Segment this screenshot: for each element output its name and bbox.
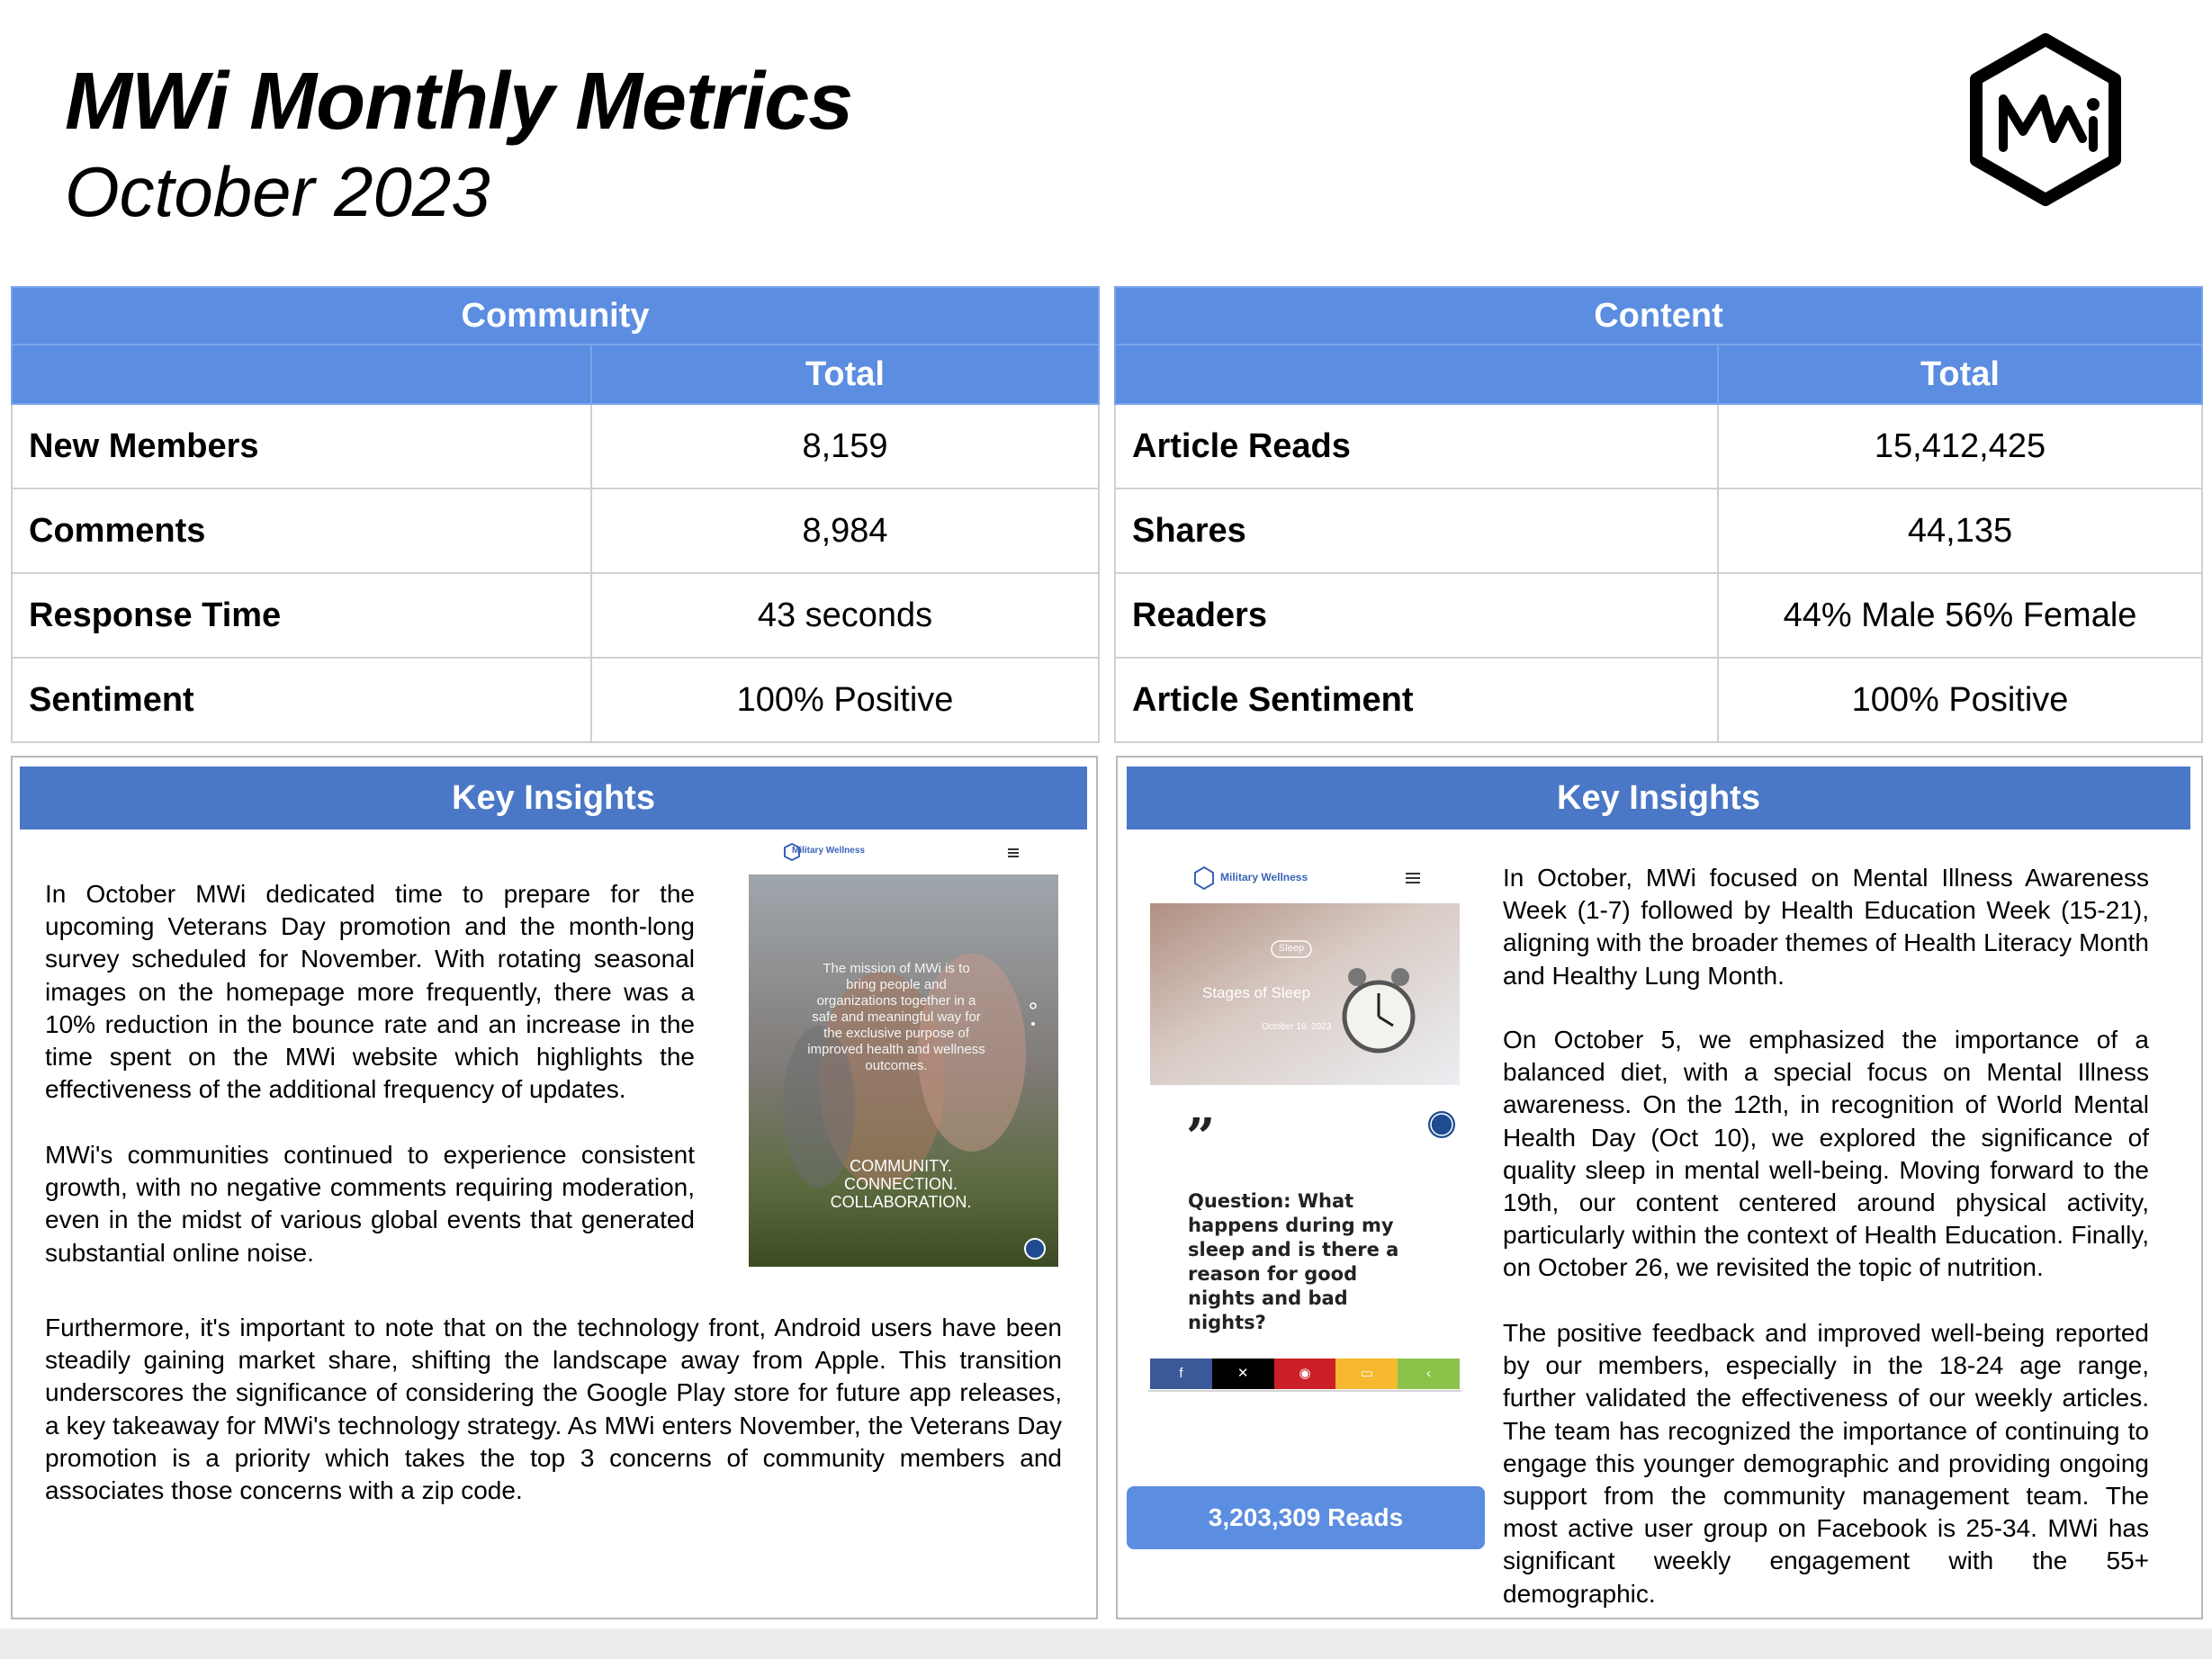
x-icon[interactable]: ✕ — [1212, 1359, 1274, 1389]
table-row — [1115, 404, 2202, 489]
page-bottom-strip — [0, 1628, 2212, 1659]
row-value: 8,984 — [591, 489, 1099, 573]
left-insights-para-3: Furthermore, it's important to note that on the technology front, Android users have been steadily gaining market share, shifting the landscape away from Apple. This transition underscores the significance of considering the Google Play store for future app releases, a key takeaway for MWi's technology strategy. As MWi enters November, the Veterans Day promotion is a priority which takes the top 3 concerns of community members and associates those concerns with a zip code. — [45, 1314, 1062, 1505]
row-label: Article Sentiment — [1115, 658, 1718, 742]
left-insights-para-2: MWi's communities continued to experience consistent growth, with no negative comments requiring moderation, even in the midst of various global events that generated substantial online noise. — [45, 1141, 695, 1267]
phone-mission-text: The mission of MWi is to bring people and organizations together in a safe and meaningful way for the exclusive purpose of improved health and wellness outcomes. — [807, 961, 985, 1073]
facebook-icon[interactable]: f — [1150, 1359, 1212, 1389]
content-title: Content — [1115, 287, 2202, 345]
share-icon[interactable]: ‹ — [1398, 1359, 1460, 1389]
phone-article-tag: Sleep — [1278, 943, 1305, 954]
website-screenshot — [747, 837, 1060, 1267]
right-insights-para-2: On October 5, we emphasized the importance of a balanced diet, with a special focus on Mental Illness awareness. On the 12th, in recognition of World Mental Health Day (Oct 10), we explored the significance of quality sleep in mental well-being. Moving forward to the 19th, our content centered around physical activity, particularly within the context of Health Education. Finally, on October 26, we revisited the topic of nutrition. — [1503, 1026, 2149, 1282]
row-value: 44,135 — [1718, 489, 2202, 573]
row-label: Readers — [1115, 573, 1718, 658]
left-insights-title: Key Insights — [20, 767, 1087, 830]
right-insights-para-1: In October, MWi focused on Mental Illness Awareness Week (1-7) followed by Health Education Week (15-21), aligning with the broader themes of Health Literacy Month and Healthy Lung Month. — [1503, 864, 2149, 990]
content-header-blank — [1115, 345, 1718, 404]
page-subtitle: October 2023 — [65, 152, 490, 231]
page-title: MWi Monthly Metrics — [65, 57, 853, 147]
row-value: 100% Positive — [1718, 658, 2202, 742]
phone-tagline-3: COLLABORATION. — [830, 1193, 972, 1211]
phone-brand: Military Wellness — [792, 846, 865, 856]
mwi-logo — [1967, 32, 2124, 207]
article-screenshot — [1148, 856, 1461, 1403]
content-table — [1114, 286, 2203, 743]
table-row — [1115, 573, 2202, 658]
sms-icon[interactable]: ▭ — [1335, 1359, 1398, 1389]
row-label: Shares — [1115, 489, 1718, 573]
community-title: Community — [12, 287, 1099, 345]
left-insights-para-1: In October MWi dedicated time to prepare for the upcoming Veterans Day promotion and the month-long survey scheduled for November. With rotating seasonal images on the homepage more frequently, there was a 10% reduction in the bounce rate and an increase in the time spent on the MWi website which highlights the effectiveness of the additional frequency of updates. — [45, 880, 695, 1104]
phone-article-date: October 19, 2023 — [1262, 1022, 1332, 1032]
row-label: Sentiment — [12, 658, 591, 742]
row-label: New Members — [12, 404, 591, 489]
row-value: 8,159 — [591, 404, 1099, 489]
row-label: Comments — [12, 489, 591, 573]
row-value: 15,412,425 — [1718, 404, 2202, 489]
right-insights-para-3: The positive feedback and improved well-being reported by our members, especially in the 18-24 age range, further validated the effectiveness of our weekly articles. The team has recognized the importance of continuing to engage this younger demographic and providing ongoing support from the community management team. The most active user group on Facebook is 25-34. MWi has significant weekly engagement with the 55+ demographic. — [1503, 1319, 2149, 1608]
row-value: 43 seconds — [591, 573, 1099, 658]
table-row — [12, 573, 1099, 658]
pinterest-icon[interactable]: ◉ — [1274, 1359, 1336, 1389]
row-value: 100% Positive — [591, 658, 1099, 742]
share-bar — [1150, 1359, 1460, 1389]
table-row — [1115, 658, 2202, 742]
community-table — [11, 286, 1100, 743]
reads-count-button[interactable]: 3,203,309 Reads — [1127, 1486, 1485, 1549]
content-total-header: Total — [1718, 345, 2202, 404]
table-row — [12, 658, 1099, 742]
phone-question: Question: What happens during my sleep and is there a reason for good nights and bad nights? — [1188, 1190, 1399, 1333]
community-total-header: Total — [591, 345, 1099, 404]
quote-mark-icon: ” — [1186, 1107, 1216, 1167]
row-label: Response Time — [12, 573, 591, 658]
phone-tagline-1: COMMUNITY. — [850, 1157, 952, 1175]
row-value: 44% Male 56% Female — [1718, 573, 2202, 658]
table-row — [12, 404, 1099, 489]
community-header-blank — [12, 345, 591, 404]
right-insights-title: Key Insights — [1127, 767, 2190, 830]
phone-article-title: Stages of Sleep — [1202, 984, 1311, 1001]
row-label: Article Reads — [1115, 404, 1718, 489]
table-row — [1115, 489, 2202, 573]
phone-brand: Military Wellness — [1220, 871, 1308, 883]
phone-tagline-2: CONNECTION. — [844, 1175, 958, 1193]
table-row — [12, 489, 1099, 573]
